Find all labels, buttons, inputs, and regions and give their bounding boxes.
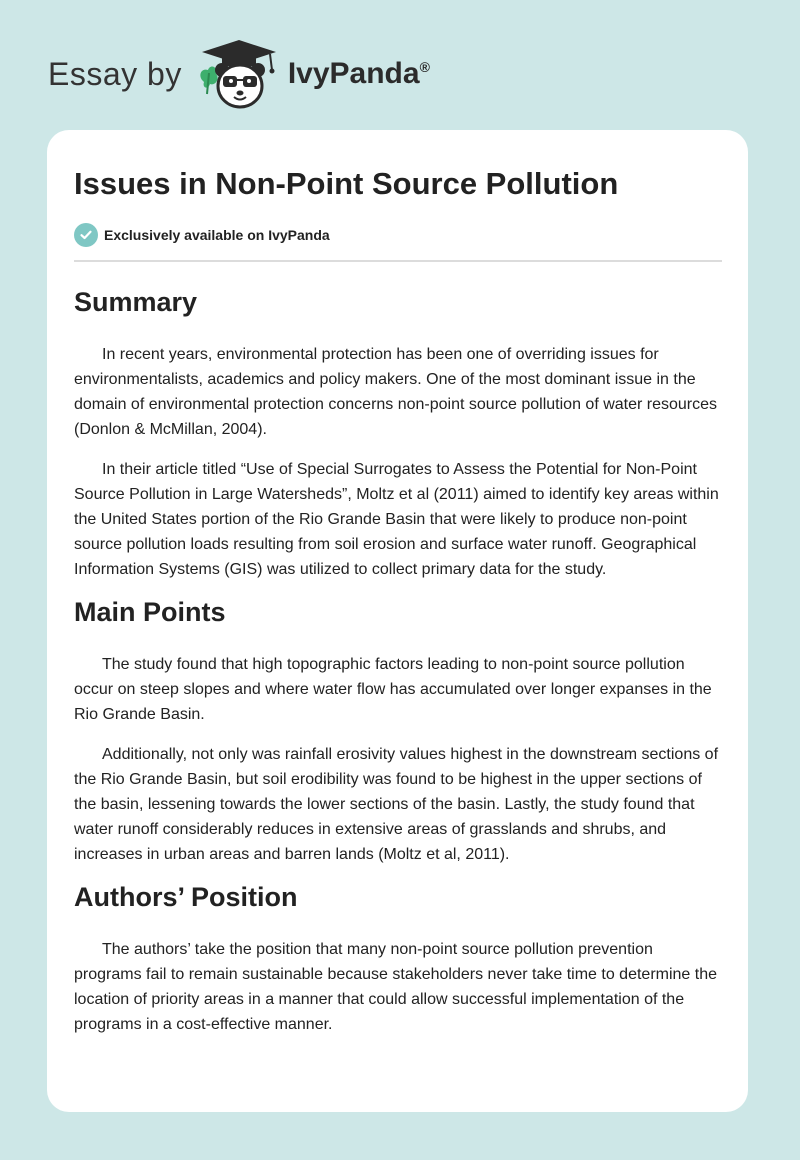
checkmark-icon <box>74 223 98 247</box>
essay-by-label: Essay by <box>48 55 182 92</box>
paragraph: The authors’ take the position that many non-point source pollution prevention programs fail to remain sustainable because stakeholders never take time to determine the location of priority areas in a manner that could allow successful implementation of the programs in a cost-effective manner. <box>74 941 718 1033</box>
exclusive-badge <box>74 222 722 248</box>
section-heading-summary: Summary <box>74 287 198 317</box>
brand-name[interactable]: IvyPanda® <box>287 57 430 90</box>
site-header <box>48 34 430 114</box>
essay-title: Issues in Non-Point Source Pollution <box>74 166 619 201</box>
ivypanda-logo-icon[interactable] <box>196 36 282 112</box>
section-heading-authors-position: Authors’ Position <box>74 882 298 912</box>
essay-card <box>47 130 748 1112</box>
divider <box>74 260 722 262</box>
section-heading-main-points: Main Points <box>74 597 226 627</box>
exclusive-badge-label: Exclusively available on IvyPanda <box>104 227 330 243</box>
paragraph: In recent years, environmental protection has been one of overriding issues for environmentalists, academics and policy makers. One of the most dominant issue in the domain of environmental protection concerns non-point source pollution of water resources (Donlon & McMillan, 2004). <box>74 346 718 438</box>
paragraph: The study found that high topographic factors leading to non-point source pollution occur on steep slopes and where water flow has accumulated over longer expanses in the Rio Grande Basin. <box>74 656 712 723</box>
paragraph: Additionally, not only was rainfall erosivity values highest in the downstream sections of the Rio Grande Basin, but soil erodibility was found to be highest in the upper sections of the basin, lessening towards the lower sections of the basin. Lastly, the study found that water runoff considerably reduces in extensive areas of grasslands and shrubs, and increases in urban areas and barren lands (Moltz et al, 2011). <box>74 746 719 863</box>
paragraph: In their article titled “Use of Special Surrogates to Assess the Potential for Non-Point Source Pollution in Large Watersheds”, Moltz et al (2011) aimed to identify key areas within the United States portion of the Rio Grande Basin that were likely to produce non-point source pollution loads resulting from soil erosion and surface water runoff. Geographical Information Systems (GIS) was utilized to collect primary data for the study. <box>74 461 719 578</box>
